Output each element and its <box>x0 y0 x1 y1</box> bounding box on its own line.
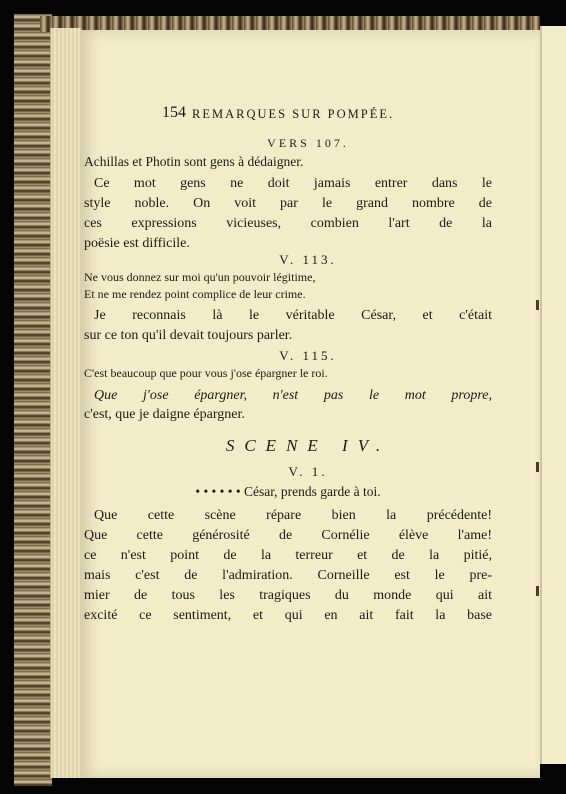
verse-quote: • • • • • • César, prends garde à toi. <box>195 484 381 499</box>
margin-mark <box>536 300 539 310</box>
paragraph-line: mier de tous les tragiques du monde qui ait <box>84 588 492 603</box>
scene-heading: SCENE IV. <box>225 436 391 455</box>
facing-page-edge <box>540 26 566 764</box>
page-number: 154 <box>162 104 186 121</box>
paragraph-line: sur ce ton qu'il devait toujours parler. <box>84 328 293 343</box>
paragraph-line: mais c'est de l'admiration. Corneille est le pre- <box>84 568 492 583</box>
paragraph-line: Je reconnais là le véritable César, et c'était <box>94 308 492 323</box>
running-header <box>84 106 440 126</box>
verse-heading: V. 115. <box>279 348 337 363</box>
paragraph-line: excité ce sentiment, et qui en ait fait la base <box>84 608 492 623</box>
verse-heading: V. 1. <box>288 464 328 479</box>
paragraph-line: poësie est difficile. <box>84 236 190 251</box>
verse-quote: C'est beaucoup que pour vous j'ose épargner le roi. <box>84 366 328 380</box>
paragraph-line: Que cette scène répare bien la précédente! <box>94 508 492 523</box>
margin-mark <box>536 586 539 596</box>
book-binding-spine <box>14 14 52 786</box>
paragraph-line: style noble. On voit par le grand nombre de <box>84 196 492 211</box>
margin-mark <box>536 462 539 472</box>
verse-quote: Achillas et Photin sont gens à dédaigner. <box>84 154 304 169</box>
paragraph-line: Que cette générosité de Cornélie élève l'ame! <box>84 528 492 543</box>
verse-quote: Et ne me rendez point complice de leur crime. <box>84 287 306 301</box>
running-title: REMARQUES SUR POMPÉE. <box>192 107 395 121</box>
page-edges <box>50 28 81 778</box>
paragraph-line: ces expressions vicieuses, combien l'art de la <box>84 216 492 231</box>
paragraph-line: Que j'ose épargner, n'est pas le mot propre, <box>94 388 492 403</box>
paragraph-line: c'est, que je daigne épargner. <box>84 407 245 422</box>
paragraph-line: ce n'est point de la terreur et de la pitié, <box>84 548 492 563</box>
paragraph-line: Ce mot gens ne doit jamais entrer dans le <box>94 176 492 191</box>
verse-heading: V. 113. <box>279 252 337 267</box>
verse-heading: VERS 107. <box>267 136 349 150</box>
verse-quote: Ne vous donnez sur moi qu'un pouvoir légitime, <box>84 270 316 284</box>
